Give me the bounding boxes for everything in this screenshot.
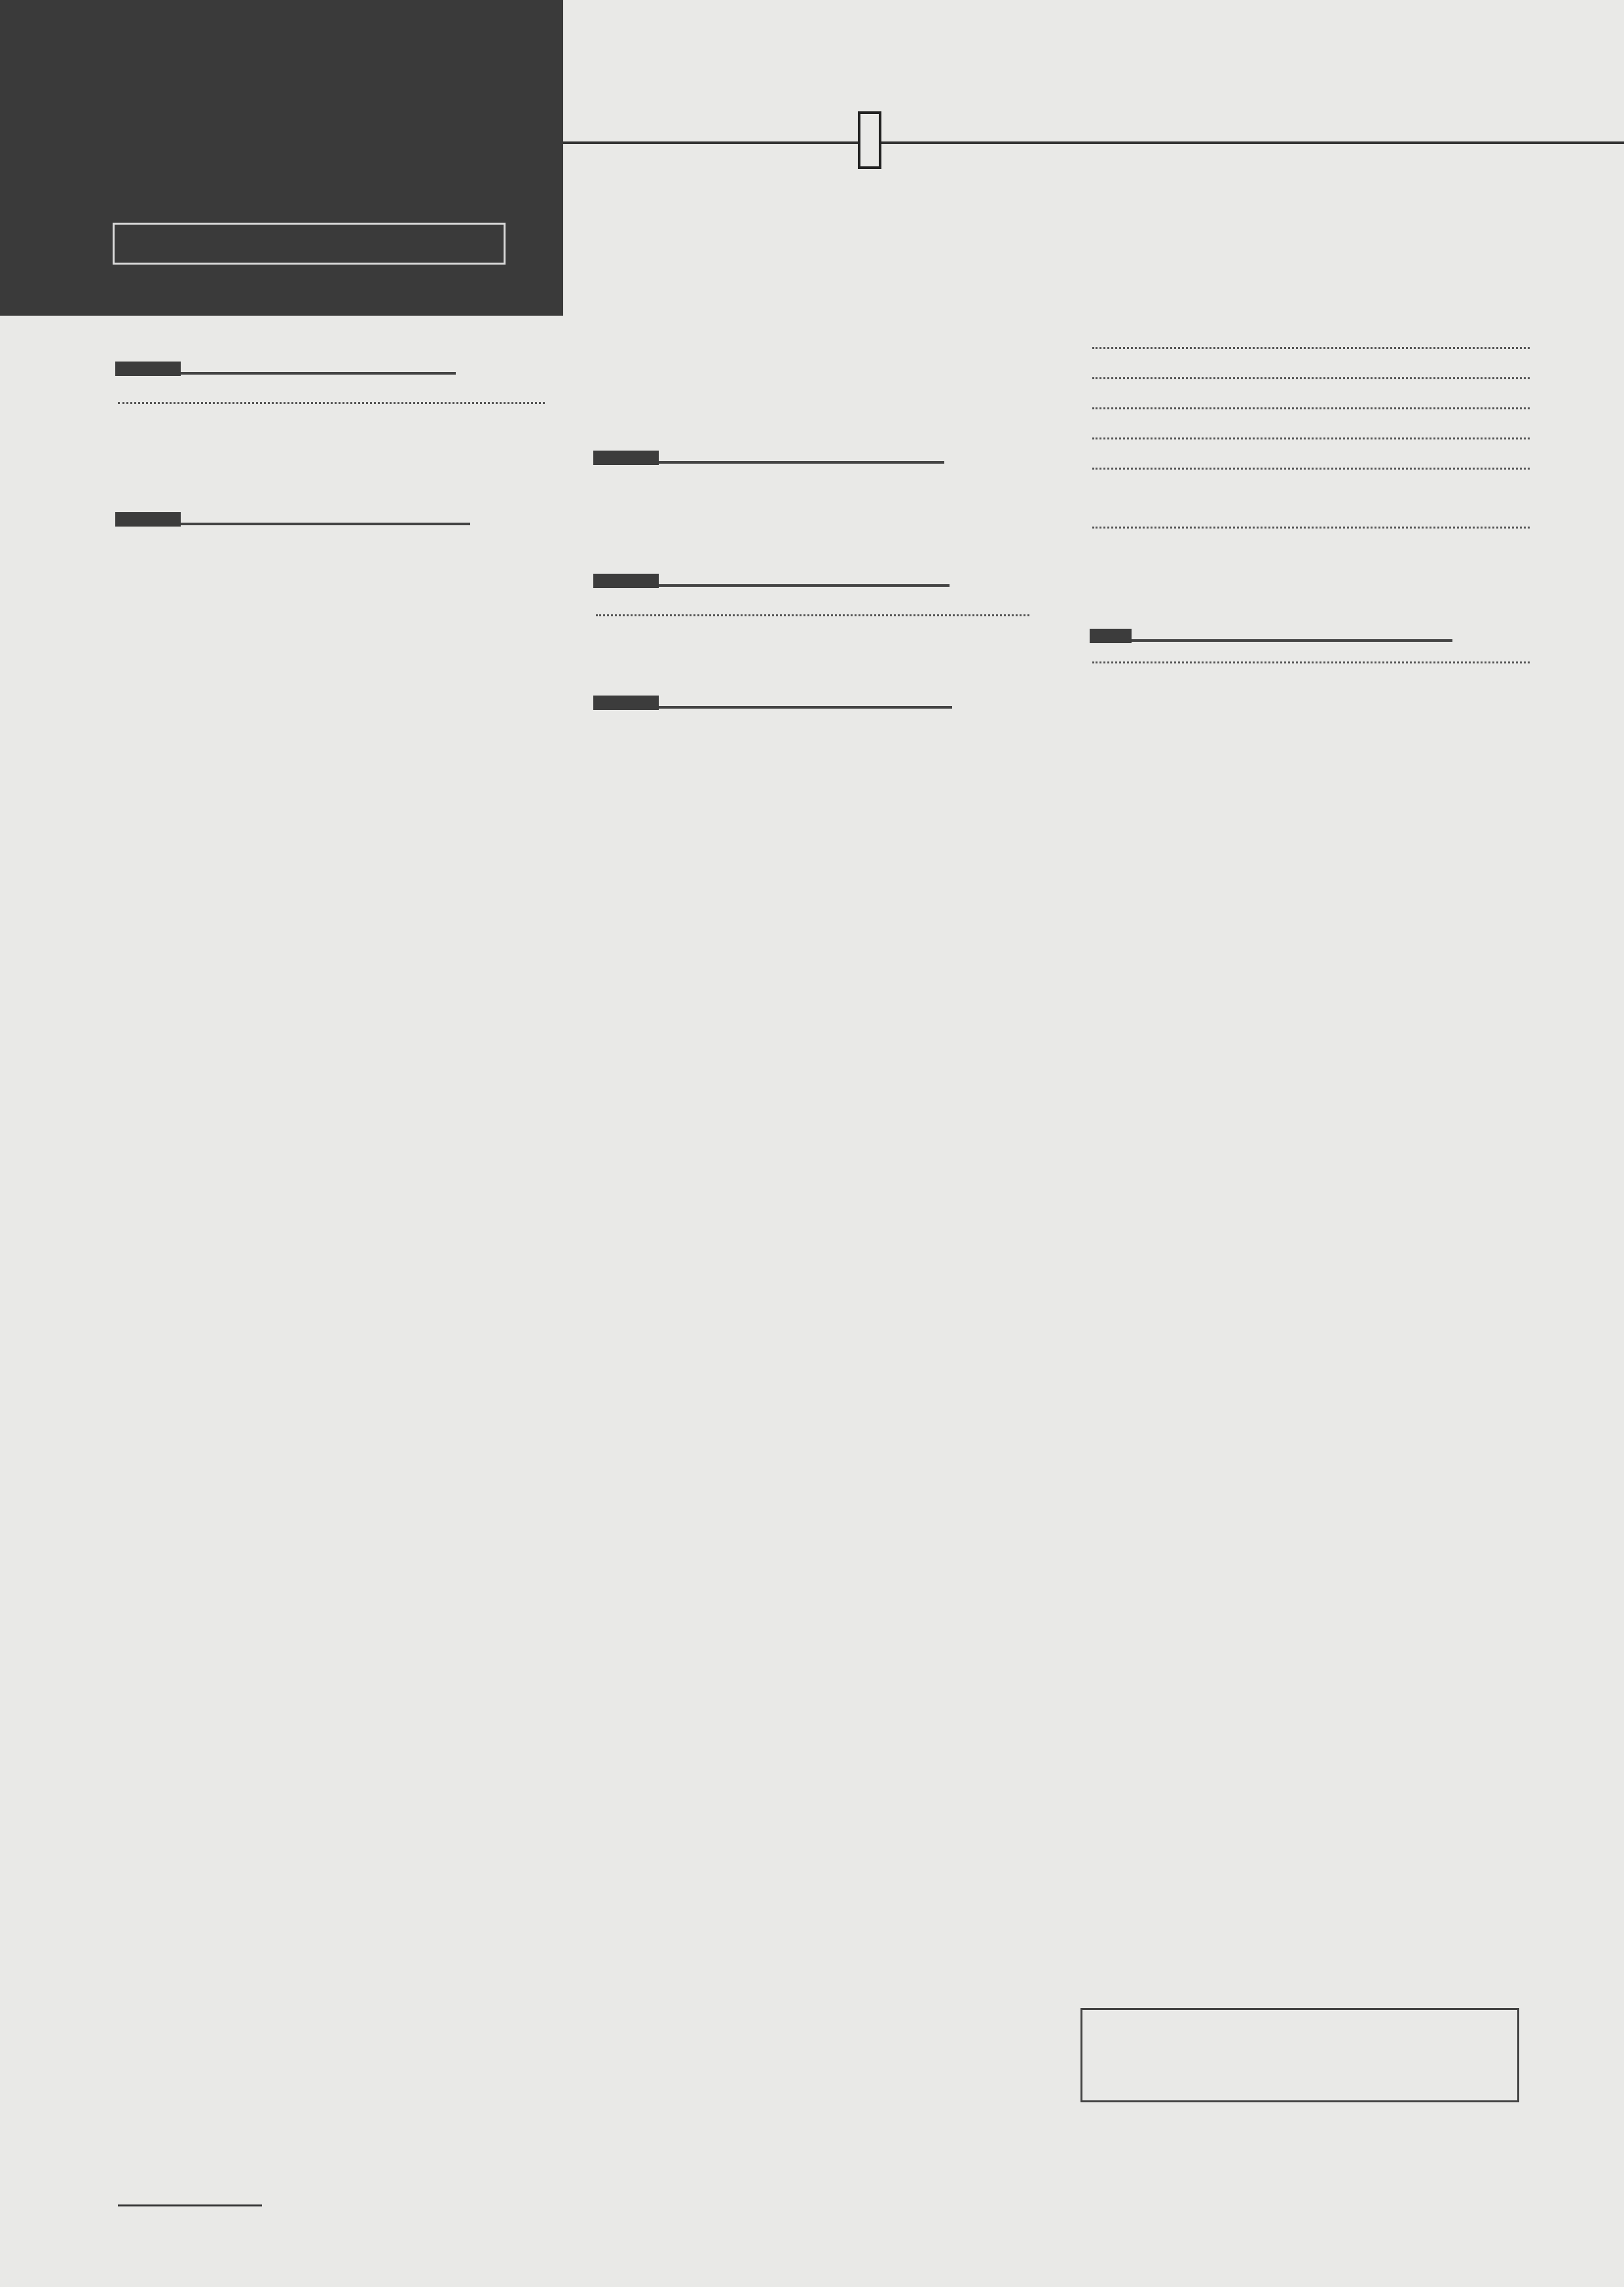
insert-notice: [1080, 2008, 1519, 2102]
section-bar: [593, 684, 1032, 719]
column-left: [115, 347, 547, 549]
toc-entry[interactable]: [1090, 527, 1532, 534]
section-actualite-jurisprudentielle: [593, 684, 1032, 724]
toc-entry[interactable]: [1090, 661, 1532, 669]
section-bar: [1090, 617, 1532, 652]
header-rule: [563, 141, 1624, 144]
toc-entry[interactable]: [1090, 437, 1532, 445]
toc-entry[interactable]: [1090, 468, 1532, 475]
toc-entry[interactable]: [593, 614, 1032, 622]
section-actualite-bibliographique: [1090, 617, 1532, 669]
toc-entry[interactable]: [1090, 347, 1532, 355]
toc-entry[interactable]: [1090, 407, 1532, 415]
section-semaine: [115, 500, 547, 549]
logo-block: [0, 0, 563, 316]
footer-rule: [118, 2204, 262, 2206]
section-tribune: [115, 350, 547, 410]
sommaire-title: [858, 111, 881, 169]
section-etudes: [593, 439, 1032, 485]
section-bar: [115, 350, 547, 385]
section-bar: [593, 562, 1032, 597]
column-middle: [593, 347, 1032, 747]
section-bar: [593, 439, 1032, 474]
logo-subtitle: [113, 223, 506, 265]
column-right: [1090, 347, 1532, 692]
toc-entry[interactable]: [115, 402, 547, 410]
section-chroniques: [593, 562, 1032, 622]
section-bar: [115, 500, 547, 536]
toc-entry[interactable]: [1090, 377, 1532, 385]
